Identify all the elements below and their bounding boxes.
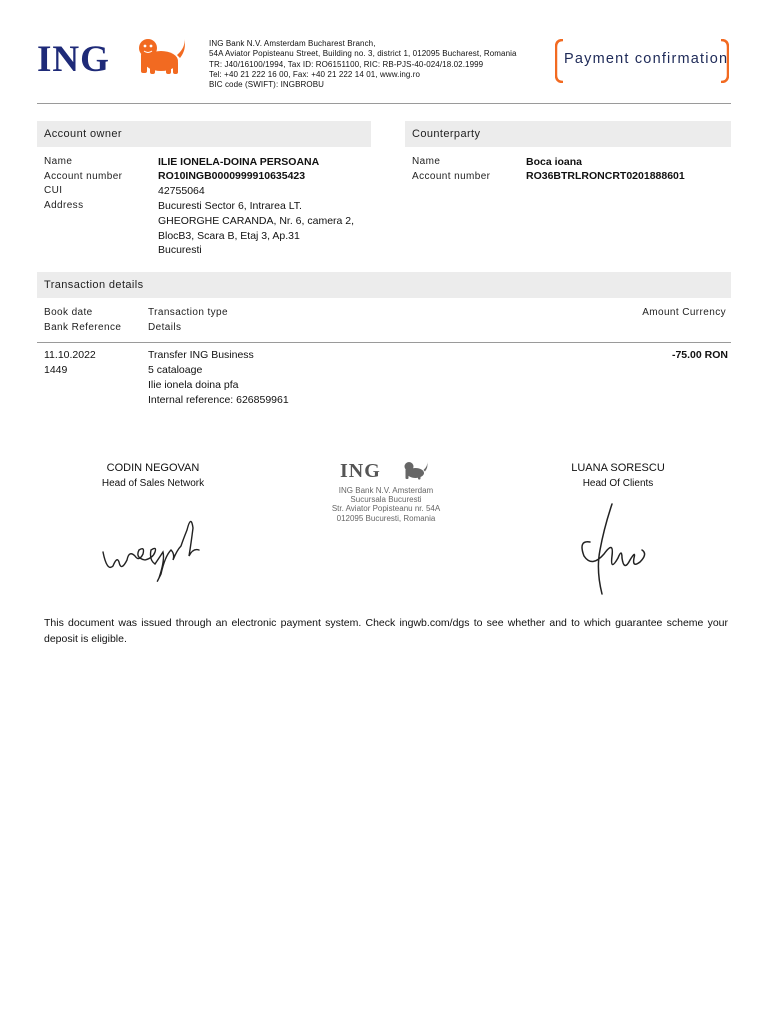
stamp-line: Str. Aviator Popisteanu nr. 54A bbox=[331, 504, 441, 514]
detail-line: 5 cataloage bbox=[148, 364, 203, 376]
bank-info-line: BIC code (SWIFT): INGBROBU bbox=[209, 80, 325, 90]
bank-info-line: 54A Aviator Popisteanu Street, Building no. 3, district 1, 012095 Bucharest, Romania bbox=[209, 49, 517, 59]
col-book-date: Book date bbox=[44, 307, 93, 318]
stamp-address bbox=[286, 486, 486, 523]
row-bank-reference: 1449 bbox=[44, 364, 68, 376]
left-signature-image bbox=[95, 500, 215, 600]
owner-cui-value: 42755064 bbox=[158, 185, 205, 197]
stamp-lion-logo bbox=[398, 461, 430, 481]
stamp-line: ING Bank N.V. Amsterdam bbox=[338, 486, 434, 495]
right-signatory-name: LUANA SORESCU bbox=[571, 462, 665, 474]
owner-address-label: Address bbox=[44, 200, 84, 211]
left-signatory-title: Head of Sales Network bbox=[101, 478, 205, 489]
table-header-divider bbox=[37, 342, 731, 343]
address-line: GHEORGHE CARANDA, Nr. 6, camera 2, bbox=[158, 214, 355, 227]
col-amount-currency: Amount Currency bbox=[642, 307, 726, 318]
bank-info-line: Tel: +40 21 222 16 00, Fax: +40 21 222 14 01, www.ing.ro bbox=[209, 69, 421, 79]
counterparty-name-value: Boca ioana bbox=[526, 156, 583, 168]
section-title: Account owner bbox=[44, 128, 122, 140]
header-divider bbox=[37, 103, 731, 104]
left-signatory-name: CODIN NEGOVAN bbox=[106, 462, 200, 474]
stamp-line: Sucursala Bucuresti bbox=[350, 495, 422, 505]
col-details: Details bbox=[148, 322, 182, 333]
ing-lion-logo bbox=[128, 37, 188, 77]
document-title: Payment confirmation bbox=[564, 51, 729, 67]
bank-info-block bbox=[209, 39, 517, 90]
owner-cui-label: CUI bbox=[44, 185, 63, 196]
bank-info-line: ING Bank N.V. Amsterdam Bucharest Branch, bbox=[209, 39, 376, 48]
row-transaction-type: Transfer ING Business bbox=[148, 349, 254, 361]
address-line: Bucuresti bbox=[158, 244, 202, 257]
counterparty-account-value: RO36BTRLRONCRT0201888601 bbox=[526, 170, 685, 182]
section-title: Transaction details bbox=[44, 279, 144, 291]
detail-line: Ilie ionela doina pfa bbox=[148, 378, 239, 391]
ing-logo-text: ING bbox=[37, 39, 110, 80]
section-title: Counterparty bbox=[412, 128, 481, 140]
owner-account-label: Account number bbox=[44, 171, 123, 182]
bank-info-line: TR: J40/16100/1994, Tax ID: RO6151100, RIC: RB-PJS-40-024/18.02.1999 bbox=[209, 59, 484, 69]
row-details bbox=[148, 363, 289, 407]
stamp-logo-text: ING bbox=[340, 460, 381, 482]
counterparty-header bbox=[405, 121, 731, 147]
footer-disclaimer: This document was issued through an electronic payment system. Check ingwb.com/dgs to see whether and to which guarantee scheme your deposit is eligible. bbox=[44, 617, 728, 645]
address-line: Bucuresti Sector 6, Intrarea LT. bbox=[158, 200, 302, 212]
detail-line: Internal reference: 626859961 bbox=[148, 393, 289, 406]
stamp-line: 012095 Bucuresti, Romania bbox=[336, 513, 436, 523]
col-transaction-type: Transaction type bbox=[148, 307, 228, 318]
owner-address-value bbox=[158, 199, 354, 258]
owner-name-value: ILIE IONELA-DOINA PERSOANA bbox=[158, 156, 320, 168]
counterparty-name-label: Name bbox=[412, 156, 441, 167]
col-bank-reference: Bank Reference bbox=[44, 322, 122, 333]
stamp-logo bbox=[338, 460, 434, 484]
right-signature-image bbox=[570, 498, 670, 603]
row-amount: -75.00 RON bbox=[671, 349, 728, 361]
owner-account-value: RO10INGB0000999910635423 bbox=[158, 170, 306, 182]
row-book-date: 11.10.2022 bbox=[44, 349, 96, 361]
counterparty-account-label: Account number bbox=[412, 171, 491, 182]
owner-name-label: Name bbox=[44, 156, 73, 167]
transaction-details-header bbox=[37, 272, 731, 298]
account-owner-header bbox=[37, 121, 371, 147]
address-line: BlocB3, Scara B, Etaj 3, Ap.31 bbox=[158, 229, 300, 242]
right-signatory-title: Head Of Clients bbox=[582, 478, 654, 489]
